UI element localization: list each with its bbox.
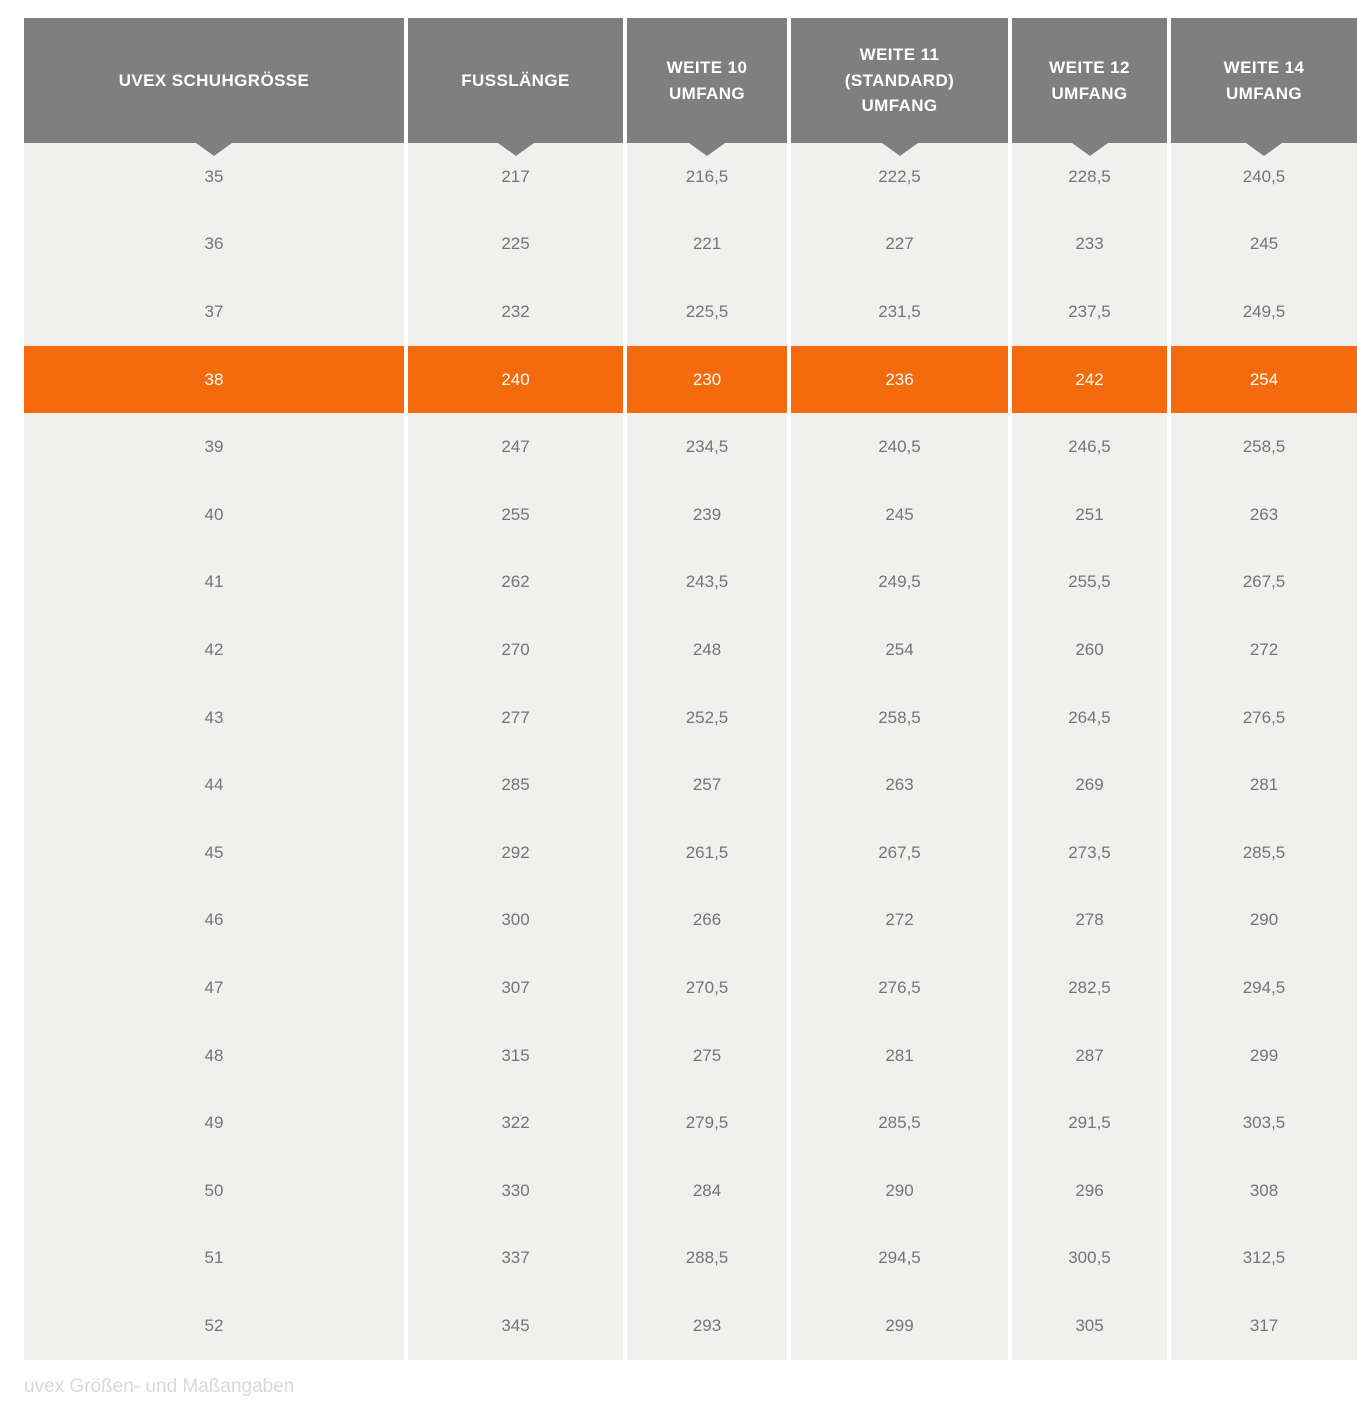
table-cell: 305 [1012,1292,1167,1360]
table-cell: 248 [627,616,787,684]
header-pointer-down-icon [498,143,534,156]
table-cell: 221 [627,211,787,279]
table-cell: 294,5 [791,1225,1008,1293]
column-header-label: UVEX SCHUHGRÖSSE [118,70,310,90]
table-cell: 245 [1171,211,1357,279]
column-header-label: WEITE 14 UMFANG [1223,58,1305,103]
table-cell: 285,5 [1171,819,1357,887]
table-cell: 41 [24,549,404,617]
table-cell: 251 [1012,481,1167,549]
table-cell: 255 [408,481,623,549]
table-cell: 299 [791,1292,1008,1360]
table-cell: 276,5 [791,954,1008,1022]
table-cell: 299 [1171,1022,1357,1090]
table-cell: 232 [408,278,623,346]
table-cell: 262 [408,549,623,617]
table-cell: 276,5 [1171,684,1357,752]
table-cell: 272 [791,887,1008,955]
table-cell: 240,5 [791,413,1008,481]
table-cell: 275 [627,1022,787,1090]
table-cell: 258,5 [791,684,1008,752]
table-cell: 255,5 [1012,549,1167,617]
table-cell: 40 [24,481,404,549]
table-cell: 272 [1171,616,1357,684]
column-header-label: WEITE 12 UMFANG [1049,58,1130,103]
table-cell: 249,5 [1171,278,1357,346]
table-cell: 269 [1012,751,1167,819]
table-cell: 252,5 [627,684,787,752]
table-cell: 294,5 [1171,954,1357,1022]
table-cell: 260 [1012,616,1167,684]
column-header-weite-11 [791,18,1008,143]
table-cell: 254 [791,616,1008,684]
table-cell: 243,5 [627,549,787,617]
table-cell: 277 [408,684,623,752]
table-cell: 257 [627,751,787,819]
table-cell: 263 [791,751,1008,819]
table-cell: 315 [408,1022,623,1090]
table-cell: 50 [24,1157,404,1225]
table-cell: 227 [791,211,1008,279]
table-cell: 267,5 [791,819,1008,887]
table-cell: 222,5 [791,143,1008,211]
table-cell: 337 [408,1225,623,1293]
table-cell: 312,5 [1171,1225,1357,1293]
table-cell: 51 [24,1225,404,1293]
table-cell: 322 [408,1089,623,1157]
table-cell: 45 [24,819,404,887]
table-cell: 47 [24,954,404,1022]
table-cell: 225 [408,211,623,279]
table-cell: 52 [24,1292,404,1360]
table-cell: 48 [24,1022,404,1090]
table-cell: 233 [1012,211,1167,279]
table-cell: 300,5 [1012,1225,1167,1293]
column-header-label: FUSSLÄNGE [461,70,570,90]
table-cell: 308 [1171,1157,1357,1225]
table-cell: 49 [24,1089,404,1157]
column-header-fusslaenge [408,18,623,143]
table-cell: 285,5 [791,1089,1008,1157]
header-pointer-down-icon [1246,143,1282,156]
table-cell: 290 [791,1157,1008,1225]
column-header-label: WEITE 10 UMFANG [666,58,748,103]
table-cell: 317 [1171,1292,1357,1360]
size-table [24,18,1357,1360]
table-cell: 228,5 [1012,143,1167,211]
column-header-schuhgroesse [24,18,404,143]
table-cell: 273,5 [1012,819,1167,887]
table-cell: 46 [24,887,404,955]
column-header-weite-12 [1012,18,1167,143]
table-cell: 270 [408,616,623,684]
table-cell: 296 [1012,1157,1167,1225]
table-cell: 290 [1171,887,1357,955]
table-cell: 234,5 [627,413,787,481]
table-cell-highlighted: 38 [24,346,404,414]
table-cell: 307 [408,954,623,1022]
table-cell: 246,5 [1012,413,1167,481]
header-pointer-down-icon [196,143,232,156]
table-cell: 217 [408,143,623,211]
table-cell: 291,5 [1012,1089,1167,1157]
table-cell: 231,5 [791,278,1008,346]
table-cell: 239 [627,481,787,549]
size-table-grid [24,18,1357,1360]
table-cell: 345 [408,1292,623,1360]
table-cell: 288,5 [627,1225,787,1293]
column-header-weite-10 [627,18,787,143]
column-header-weite-14 [1171,18,1357,143]
table-cell: 330 [408,1157,623,1225]
table-cell: 43 [24,684,404,752]
table-cell: 263 [1171,481,1357,549]
column-header-label: WEITE 11 (STANDARD) UMFANG [844,45,955,116]
table-cell: 249,5 [791,549,1008,617]
table-cell: 281 [791,1022,1008,1090]
table-cell: 245 [791,481,1008,549]
table-cell: 300 [408,887,623,955]
table-cell: 35 [24,143,404,211]
table-cell: 284 [627,1157,787,1225]
table-cell: 303,5 [1171,1089,1357,1157]
table-cell-highlighted: 236 [791,346,1008,414]
table-cell: 39 [24,413,404,481]
table-cell: 264,5 [1012,684,1167,752]
table-cell: 281 [1171,751,1357,819]
table-cell: 216,5 [627,143,787,211]
table-cell: 37 [24,278,404,346]
table-cell: 293 [627,1292,787,1360]
table-cell: 285 [408,751,623,819]
table-cell: 225,5 [627,278,787,346]
table-cell: 237,5 [1012,278,1167,346]
table-cell: 270,5 [627,954,787,1022]
table-cell: 279,5 [627,1089,787,1157]
table-cell: 287 [1012,1022,1167,1090]
table-caption: uvex Größen- und Maßangaben [24,1376,295,1397]
table-cell: 267,5 [1171,549,1357,617]
table-cell: 282,5 [1012,954,1167,1022]
table-cell: 261,5 [627,819,787,887]
table-cell: 292 [408,819,623,887]
table-cell: 44 [24,751,404,819]
table-cell: 258,5 [1171,413,1357,481]
header-pointer-down-icon [882,143,918,156]
table-cell: 42 [24,616,404,684]
table-cell-highlighted: 230 [627,346,787,414]
table-cell-highlighted: 242 [1012,346,1167,414]
table-cell: 240,5 [1171,143,1357,211]
table-cell: 36 [24,211,404,279]
table-cell: 266 [627,887,787,955]
header-pointer-down-icon [689,143,725,156]
table-cell: 247 [408,413,623,481]
header-pointer-down-icon [1072,143,1108,156]
table-cell-highlighted: 254 [1171,346,1357,414]
table-cell-highlighted: 240 [408,346,623,414]
table-cell: 278 [1012,887,1167,955]
